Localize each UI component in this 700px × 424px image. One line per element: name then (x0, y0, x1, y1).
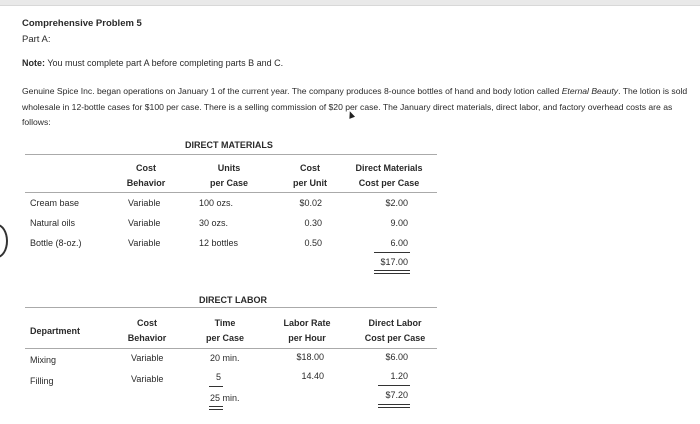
dm-row-item: Natural oils (30, 218, 76, 228)
dl-col-department: Department (30, 326, 81, 336)
dm-row-cost-unit: 0.50 (304, 238, 322, 248)
dl-top-rule (25, 307, 437, 308)
part-label: Part A: (22, 34, 51, 45)
dl-row-behavior: Variable (131, 374, 164, 384)
dm-header-rule (25, 192, 437, 193)
header-line: Cost per Case (364, 333, 426, 343)
header-line: per Unit (292, 178, 327, 188)
dm-row-cost-unit: $0.02 (299, 198, 322, 208)
dl-total: $7.20 (385, 390, 408, 400)
header-line: Units (217, 163, 241, 173)
dm-col-cost-per-unit (282, 161, 338, 191)
dl-row-cost-case: $6.00 (385, 352, 408, 362)
header-line: Direct Labor (368, 318, 422, 328)
dm-row-cost-case: 6.00 (390, 238, 408, 248)
dm-col-units-per-case (200, 161, 258, 191)
intro-text-2: . The lotion is sold wholesale in 12-bottle cases for $100 per case. There is a selling commission of $20 per case. The January direct materials, direct labor, and factory overhead costs are as follows: (22, 86, 688, 127)
note-label: Note: (22, 58, 45, 68)
header-line: Cost (300, 163, 320, 173)
top-toolbar-strip (0, 0, 700, 6)
dl-header-rule (25, 348, 437, 349)
dl-row-time: 5 (216, 372, 222, 382)
dl-row-department: Filling (30, 376, 54, 386)
dl-row-rate: 14.40 (301, 371, 324, 381)
dm-col-cost-behavior (118, 161, 174, 191)
dl-row-rate: $18.00 (296, 352, 324, 362)
dm-row-units: 30 ozs. (199, 218, 229, 228)
dl-col-cost-per-case (352, 316, 438, 346)
dl-total-time: 25 min. (210, 393, 240, 403)
header-line: Behavior (127, 333, 167, 343)
dl-row-time: 20 min. (210, 353, 240, 363)
dm-row-behavior: Variable (128, 218, 161, 228)
dl-row-department: Mixing (30, 355, 57, 365)
dl-col-time-per-case (196, 316, 254, 346)
note (22, 58, 283, 68)
header-line: Behavior (126, 178, 166, 188)
header-line: Cost (137, 318, 157, 328)
header-line: per Case (209, 178, 249, 188)
header-line: Cost per Case (358, 178, 420, 188)
dm-total-double-rule (374, 270, 410, 274)
dm-row-cost-unit: 0.30 (304, 218, 322, 228)
dl-heading: DIRECT LABOR (199, 295, 267, 305)
dm-subtotal-rule (374, 252, 410, 253)
dm-top-rule (25, 154, 437, 155)
dl-col-cost-behavior (119, 316, 175, 346)
previous-page-arrow-icon[interactable] (0, 224, 8, 258)
header-line: Direct Materials (355, 163, 423, 173)
dl-col-rate-per-hour (276, 316, 338, 346)
dm-col-cost-per-case (344, 161, 434, 191)
dm-row-behavior: Variable (128, 238, 161, 248)
dl-time-double-rule (209, 406, 223, 410)
note-text: You must complete part A before completing parts B and C. (47, 58, 284, 68)
header-line: Labor Rate (283, 318, 331, 328)
dm-total: $17.00 (380, 257, 408, 267)
header-line: per Hour (288, 333, 326, 343)
dl-cost-subtotal-rule (378, 385, 410, 386)
problem-title: Comprehensive Problem 5 (22, 18, 142, 29)
dl-row-behavior: Variable (131, 353, 164, 363)
dm-row-cost-case: $2.00 (385, 198, 408, 208)
header-line: Time (214, 318, 236, 328)
dl-time-subtotal-rule (209, 386, 223, 387)
dm-row-cost-case: 9.00 (390, 218, 408, 228)
dm-row-behavior: Variable (128, 198, 161, 208)
dm-row-item: Cream base (30, 198, 80, 208)
dl-total-double-rule (378, 404, 410, 408)
dm-row-units: 100 ozs. (199, 198, 234, 208)
dl-row-cost-case: 1.20 (390, 371, 408, 381)
product-name: Eternal Beauty (561, 86, 619, 96)
problem-description (22, 84, 694, 131)
intro-text-1: Genuine Spice Inc. began operations on January 1 of the current year. The company produces 8-ounce bottles of hand and body lotion called (22, 86, 562, 96)
dm-row-units: 12 bottles (199, 238, 239, 248)
header-line: per Case (205, 333, 245, 343)
dm-heading: DIRECT MATERIALS (185, 140, 273, 150)
dm-row-item: Bottle (8-oz.) (30, 238, 82, 248)
header-line: Cost (136, 163, 156, 173)
